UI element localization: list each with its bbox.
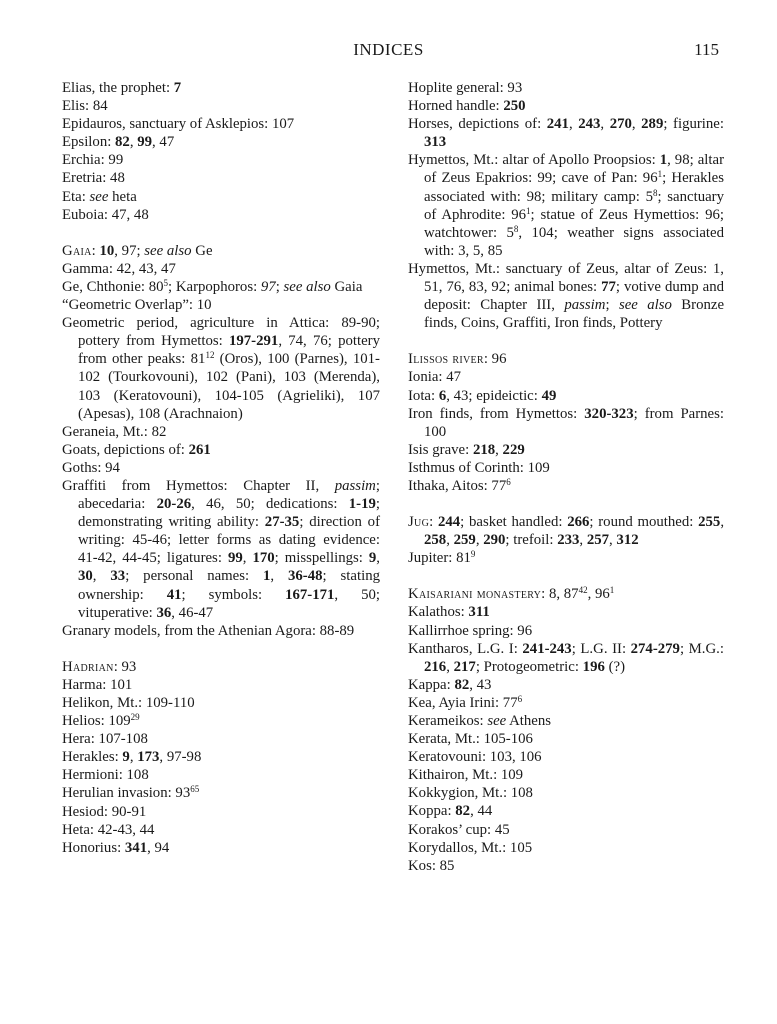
entry-text: ; votive dump and deposit: Chapter III, — [424, 279, 724, 314]
entry-text: Hoplite general: 93 — [408, 80, 523, 96]
entry-text: 9 — [368, 550, 377, 567]
entry-text: 258 — [424, 532, 447, 549]
entry-text: Hymettos, Mt.: sanctuary of Zeus, altar of Zeus: 1, 51, 76, 83, 92; animal bones: — [408, 260, 724, 296]
entry-text: 77 — [601, 279, 616, 296]
entry-text: 173 — [137, 749, 160, 766]
entry-text: : 93 — [113, 658, 137, 675]
entry-text: Kerata, Mt.: 105-106 — [408, 731, 533, 748]
entry-text: see also — [618, 297, 672, 314]
index-entry — [62, 314, 380, 423]
entry-text: passim — [334, 477, 376, 494]
entry-text: Gaia — [330, 278, 363, 295]
index-entry — [408, 115, 724, 151]
index-entry — [62, 821, 380, 839]
entry-text: ; trefoil: — [505, 532, 558, 549]
entry-text: , 44 — [470, 803, 493, 820]
right-index-column — [408, 79, 724, 875]
entry-text: passim — [564, 297, 606, 314]
index-entry — [62, 766, 380, 784]
index-entry — [62, 260, 380, 278]
index-entry — [62, 242, 380, 260]
index-entry — [62, 622, 380, 640]
entry-text: 1 — [263, 568, 271, 585]
index-entry — [62, 151, 380, 169]
entry-text: Jug — [408, 514, 430, 531]
entry-text: , — [446, 658, 454, 675]
entry-text: 218 — [472, 441, 496, 458]
entry-text: Kappa: — [408, 676, 455, 693]
entry-text: Elias, the prophet: — [62, 80, 174, 96]
entry-text: Kalathos: — [408, 604, 469, 621]
left-index-column — [62, 79, 380, 857]
entry-text: ; round mouthed: — [589, 514, 699, 531]
entry-text: ; stating ownership: — [78, 568, 380, 603]
index-entry — [408, 622, 724, 640]
entry-text: Athens — [506, 713, 552, 729]
index-entry — [408, 387, 724, 405]
entry-text: Ithaka, Aitos: 77 — [408, 477, 507, 494]
section-gap — [62, 224, 380, 242]
entry-text: Ilissos river — [408, 351, 484, 368]
index-entry — [408, 730, 724, 748]
entry-text: ; sanctuary of Aphrodite: 96 — [424, 188, 724, 223]
entry-text: Isthmus of Corinth: 109 — [408, 459, 550, 476]
entry-text: , — [495, 441, 503, 458]
entry-text: ; — [275, 278, 284, 295]
section-gap — [408, 567, 724, 585]
entry-text: Epsilon: — [62, 134, 116, 151]
footnote-ref: 8 — [653, 187, 658, 198]
footnote-ref: 6 — [517, 693, 523, 704]
index-entry — [62, 839, 380, 857]
entry-text: Goats, depictions of: — [62, 441, 189, 458]
entry-text: Herulian invasion: 93 — [62, 785, 191, 802]
entry-text: Hermioni: 108 — [62, 767, 149, 784]
index-entry — [408, 350, 724, 368]
entry-text: 167-171 — [285, 586, 335, 603]
entry-text: , 43 — [469, 676, 492, 693]
index-entry — [408, 694, 724, 712]
entry-text: , 98; altar of Zeus Epakrios: 99; cave of Pan: 96 — [424, 152, 724, 187]
entry-text: ; symbols: — [181, 586, 286, 603]
entry-text: Korakos’ cup: 45 — [408, 821, 510, 838]
entry-text: (?) — [604, 658, 625, 675]
index-entry — [408, 640, 724, 676]
entry-text: Iota: — [408, 387, 439, 404]
entry-text: 82 — [455, 803, 471, 820]
index-entry — [408, 549, 724, 567]
index-entry — [408, 405, 724, 441]
entry-text: Ge, Chthonie: 80 — [62, 278, 164, 295]
entry-text: 216 — [424, 658, 447, 675]
index-entry — [408, 748, 724, 766]
entry-text: Gamma: 42, 43, 47 — [62, 260, 176, 277]
entry-text: 97 — [260, 278, 276, 295]
entry-text: 255 — [698, 514, 721, 531]
entry-text: 341 — [124, 839, 148, 856]
entry-text: 10 — [99, 242, 115, 259]
index-entry — [62, 206, 380, 224]
index-entry — [408, 766, 724, 784]
entry-text: Euboia: 47, 48 — [62, 206, 149, 223]
entry-text: 290 — [483, 532, 506, 549]
index-entry — [62, 296, 380, 314]
entry-text: , — [720, 514, 725, 531]
entry-text: 36-48 — [288, 568, 323, 585]
entry-text: Ionia: 47 — [408, 369, 462, 386]
entry-text: Epidauros, sanctuary of Asklepios: 107 — [62, 116, 295, 133]
section-gap — [408, 332, 724, 350]
entry-text: Jupiter: 81 — [408, 550, 471, 567]
entry-text: , 47 — [152, 134, 175, 151]
entry-text: ; abecedaria: — [78, 477, 380, 513]
entry-text: , — [579, 532, 587, 549]
index-entry — [408, 821, 724, 839]
entry-text: Kos: 85 — [408, 857, 455, 874]
entry-text: Graffiti from Hymettos: Chapter II, — [62, 477, 335, 494]
entry-text: 99 — [227, 550, 243, 567]
entry-text: see also — [144, 242, 192, 259]
index-entry — [62, 97, 380, 115]
entry-text: , 96 — [587, 586, 610, 603]
running-title: INDICES — [353, 40, 424, 59]
entry-text: , 97-98 — [159, 749, 202, 766]
entry-text: 20-26 — [156, 496, 192, 513]
entry-text: 9 — [122, 749, 130, 766]
entry-text: Keratovouni: 103, 106 — [408, 749, 542, 766]
entry-text: 82 — [115, 134, 130, 151]
entry-text: , 50; vituperative: — [78, 586, 380, 621]
index-entry — [62, 115, 380, 133]
entry-text: Erchia: 99 — [62, 152, 124, 169]
index-entry — [62, 278, 380, 296]
entry-text: Eretria: 48 — [62, 170, 125, 187]
entry-text: ; from Parnes: 100 — [424, 405, 724, 440]
entry-text: 229 — [502, 441, 525, 458]
entry-text: Granary models, from the Athenian Agora: 88-89 — [62, 622, 355, 639]
footnote-ref: 1 — [609, 585, 615, 596]
index-entry — [62, 423, 380, 441]
entry-text: ; M.G.: — [679, 640, 724, 657]
page-header — [0, 40, 777, 66]
entry-text: ; Herakles associated with: 98; military camp: 5 — [424, 170, 724, 205]
entry-text: 33 — [110, 568, 126, 585]
entry-text: 261 — [188, 441, 211, 458]
entry-text: Kantharos, L.G. I: — [408, 640, 523, 657]
entry-text: 1 — [659, 152, 668, 169]
entry-text: ; demonstrating writing ability: — [78, 496, 380, 531]
index-entry — [408, 459, 724, 477]
footnote-ref: 5 — [163, 277, 169, 288]
index-entry — [408, 839, 724, 857]
entry-text: Geraneia, Mt.: 82 — [62, 423, 167, 440]
entry-text: Bronze finds, Coins, Graffiti, Iron finds, Pottery — [424, 297, 725, 332]
entry-text: 196 — [582, 658, 605, 675]
index-entry — [62, 676, 380, 694]
entry-text: , — [609, 532, 617, 549]
entry-text: Honorius: — [62, 839, 125, 856]
entry-text: Helikon, Mt.: 109-110 — [62, 695, 195, 711]
index-entry — [408, 151, 724, 260]
entry-text: Hesiod: 90-91 — [62, 803, 147, 820]
index-entry — [62, 169, 380, 187]
section-gap — [62, 640, 380, 658]
entry-text: Horned handle: — [408, 98, 504, 115]
entry-text: 217 — [453, 658, 476, 675]
entry-text: , 74, 76; pottery from other peaks: 81 — [78, 333, 380, 368]
entry-text: Harma: 101 — [62, 676, 133, 693]
entry-text: 289 — [641, 116, 664, 133]
entry-text: Ge — [191, 242, 213, 259]
entry-text: Iron finds, from Hymettos: — [408, 405, 585, 422]
section-gap — [408, 495, 724, 513]
index-entry — [62, 459, 380, 477]
entry-text: , — [600, 116, 610, 133]
entry-text: 49 — [541, 387, 557, 404]
index-entry — [408, 857, 724, 875]
footnote-ref: 12 — [205, 350, 215, 361]
index-entry — [62, 79, 380, 97]
entry-text: 6 — [438, 387, 447, 404]
entry-text: 99 — [137, 134, 153, 151]
entry-text: 241 — [546, 116, 569, 133]
entry-text: ; personal names: — [125, 568, 263, 585]
entry-text: ; statue of Zeus Hymettios: 96; watchtower: 5 — [424, 206, 724, 241]
entry-text: , 46, 50; dedications: — [191, 496, 349, 513]
entry-text: Koppa: — [408, 803, 456, 820]
entry-text: Kithairon, Mt.: 109 — [408, 767, 524, 784]
entry-text: : — [429, 514, 438, 531]
page-number: 115 — [694, 40, 719, 59]
entry-text: , 46-47 — [171, 604, 214, 621]
index-entry — [62, 803, 380, 821]
entry-text: Hera: 107-108 — [62, 731, 148, 748]
entry-text: 170 — [252, 550, 275, 567]
index-entry — [62, 694, 380, 712]
footnote-ref: 42 — [578, 585, 588, 596]
footnote-ref: 1 — [526, 205, 531, 216]
entry-text: 257 — [586, 532, 610, 549]
entry-text: Elis: 84 — [62, 98, 108, 115]
entry-text: , — [242, 550, 253, 567]
entry-text: , 43; epideictic: — [446, 387, 542, 404]
entry-text: 82 — [454, 676, 470, 693]
entry-text: Eta: — [62, 188, 90, 205]
entry-text: 312 — [616, 532, 639, 549]
index-entry — [408, 802, 724, 820]
entry-text: 233 — [557, 532, 580, 549]
index-entry — [408, 97, 724, 115]
entry-text: , — [475, 532, 484, 549]
entry-text: , 94 — [147, 839, 170, 856]
entry-text: 266 — [567, 514, 590, 531]
entry-text: ; Protogeometric: — [475, 658, 583, 675]
entry-text: Isis grave: — [408, 441, 473, 458]
index-entry — [408, 79, 724, 97]
index-entry — [408, 477, 724, 495]
entry-text: , 104; weather signs associated with: 3, 5, 85 — [424, 224, 725, 259]
index-entry — [62, 748, 380, 766]
entry-text: , — [129, 134, 138, 151]
entry-text: : 96 — [483, 351, 507, 368]
entry-text: see also — [283, 278, 331, 295]
entry-text: Geometric period, agriculture in Attica: 89-90; pottery from Hymettos: — [62, 315, 380, 350]
index-entry — [62, 188, 380, 206]
entry-text: Kaisariani monastery — [408, 586, 542, 603]
footnote-ref: 8 — [513, 223, 519, 234]
index-entry — [408, 441, 724, 459]
footnote-ref: 6 — [506, 476, 511, 487]
entry-text: Kea, Ayia Irini: 77 — [408, 694, 518, 711]
entry-text: 274-279 — [630, 640, 680, 657]
entry-text: Kallirrhoe spring: 96 — [408, 622, 533, 639]
entry-text: , — [631, 116, 642, 133]
entry-text: 197-291 — [228, 333, 279, 350]
entry-text: 7 — [173, 80, 182, 96]
entry-text: ; L.G. II: — [571, 640, 631, 657]
entry-text: Helios: 109 — [62, 713, 131, 730]
entry-text: 320-323 — [584, 405, 634, 422]
entry-text: see — [89, 188, 109, 205]
entry-text: 36 — [156, 604, 172, 621]
entry-text: : 8, 87 — [541, 586, 579, 603]
entry-text: heta — [108, 188, 137, 205]
entry-text: ; direction of writing: 45-46; letter forms as dating evidence: 41-42, 44-45; ligatures: — [78, 514, 380, 567]
entry-text: Hymettos, Mt.: altar of Apollo Proopsios: — [408, 152, 660, 169]
entry-text: 244 — [437, 514, 461, 531]
entry-text: Horses, depictions of: — [408, 116, 547, 133]
footnote-ref: 9 — [470, 549, 476, 560]
entry-text: 313 — [424, 134, 447, 151]
entry-text: Gaia — [62, 242, 92, 259]
entry-text: 241-243 — [522, 640, 572, 657]
footnote-ref: 65 — [190, 784, 200, 795]
index-entry — [62, 441, 380, 459]
entry-text: Kerameikos: — [408, 713, 488, 729]
entry-text: ; misspellings: — [274, 550, 369, 567]
footnote-ref: 29 — [130, 712, 140, 723]
entry-text: 243 — [578, 116, 601, 133]
entry-text: , — [92, 568, 111, 585]
index-entry — [62, 730, 380, 748]
index-entry — [62, 712, 380, 730]
entry-text: 250 — [503, 98, 526, 115]
index-entry — [408, 676, 724, 694]
entry-text: 311 — [468, 604, 490, 621]
index-entry — [408, 585, 724, 603]
entry-text: 30 — [78, 568, 93, 585]
entry-text: , — [568, 116, 579, 133]
entry-text: ; basket handled: — [460, 514, 568, 531]
entry-text: 259 — [453, 532, 476, 549]
entry-text: 1-19 — [348, 496, 376, 513]
entry-text: (Oros), 100 (Parnes), 101-102 (Tourkovouni), 102 (Pani), 103 (Merenda), 103 (Keratovouni), 104-105 (Agrieliki), 107 (Apesas), 108 (Arachnaion) — [78, 351, 380, 422]
entry-text: see — [487, 713, 507, 729]
index-entry — [62, 477, 380, 622]
entry-text: , — [129, 749, 138, 766]
entry-text: ; — [605, 297, 619, 314]
entry-text: : — [91, 242, 100, 259]
index-entry — [62, 133, 380, 151]
entry-text: 27-35 — [264, 514, 300, 531]
entry-text: “Geometric Overlap”: 10 — [62, 297, 212, 314]
index-entry — [408, 603, 724, 621]
entry-text: Kokkygion, Mt.: 108 — [408, 785, 533, 802]
index-entry — [408, 513, 724, 549]
footnote-ref: 1 — [657, 169, 663, 180]
entry-text: , 97; — [114, 242, 145, 259]
entry-text: Herakles: — [62, 749, 123, 766]
entry-text: ; figurine: — [663, 116, 724, 133]
entry-text: 41 — [166, 586, 182, 603]
entry-text: , — [270, 568, 288, 585]
entry-text: Heta: 42-43, 44 — [62, 821, 155, 838]
entry-text: 270 — [609, 116, 632, 133]
entry-text: , — [376, 550, 380, 567]
entry-text: , — [446, 532, 454, 549]
index-entry — [408, 260, 724, 332]
index-entry — [62, 658, 380, 676]
entry-text: ; Karpophoros: — [168, 278, 261, 295]
index-entry — [62, 784, 380, 802]
entry-text: Goths: 94 — [62, 459, 120, 476]
index-entry — [408, 784, 724, 802]
entry-text: Korydallos, Mt.: 105 — [408, 839, 533, 856]
entry-text: Hadrian — [62, 658, 114, 675]
index-entry — [408, 712, 724, 730]
index-entry — [408, 368, 724, 386]
